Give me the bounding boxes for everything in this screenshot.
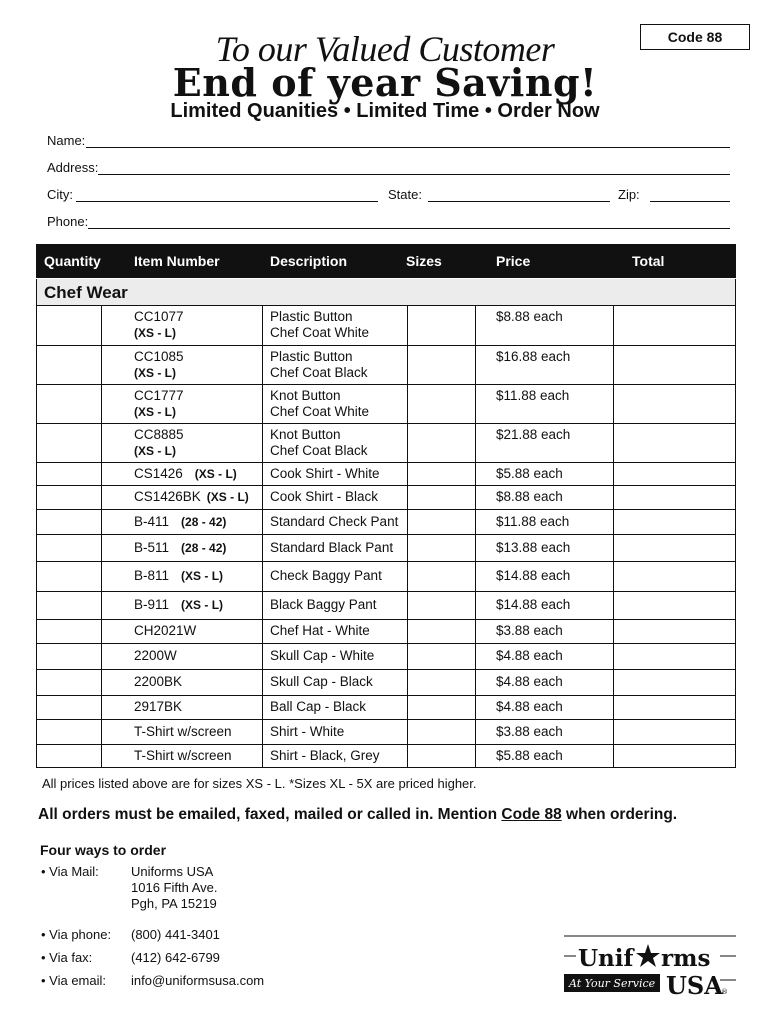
column-divider (101, 305, 102, 767)
item-description (270, 623, 370, 639)
description-line: Ball Cap - Black (270, 699, 367, 714)
item-code: CC1077 (134, 309, 184, 324)
total-input[interactable] (614, 695, 734, 719)
registered-mark: ® (721, 988, 728, 996)
description-line: Check Baggy Pant (270, 568, 382, 583)
item-description (270, 514, 398, 530)
item-price: $8.88 each (496, 489, 563, 504)
item-number (134, 674, 182, 690)
description-line: Chef Hat - White (270, 623, 370, 638)
item-size-range: (XS - L) (134, 326, 176, 340)
item-number (134, 388, 184, 420)
zip-field[interactable] (650, 187, 730, 202)
item-price: $3.88 each (496, 724, 563, 739)
item-code: B-511 (134, 540, 170, 555)
quantity-input[interactable] (37, 345, 100, 384)
item-description (270, 489, 378, 505)
address-label: Address: (47, 160, 99, 175)
fax-label: • Via fax: (41, 950, 93, 965)
sizes-input[interactable] (408, 619, 474, 643)
section-header (36, 279, 736, 306)
phone-order-label: • Via phone: (41, 927, 112, 942)
total-input[interactable] (614, 423, 734, 462)
quantity-input[interactable] (37, 619, 100, 643)
headline: End of year Saving! (172, 60, 598, 105)
fax-value: (412) 642-6799 (131, 950, 220, 965)
orders-code: Code 88 (501, 806, 562, 823)
city-label: City: (47, 187, 73, 202)
total-input[interactable] (614, 591, 734, 619)
logo-word-usa: USA (666, 971, 723, 1000)
mail-line1: Uniforms USA (131, 864, 214, 879)
item-size-range: (XS - L) (134, 366, 176, 380)
total-input[interactable] (614, 534, 734, 561)
item-price: $5.88 each (496, 748, 563, 763)
item-number (134, 748, 232, 764)
item-price: $11.88 each (496, 388, 570, 403)
item-description (270, 724, 344, 740)
item-number (134, 623, 196, 639)
quantity-input[interactable] (37, 719, 100, 744)
item-size-range: (XS - L) (206, 490, 249, 504)
description-line: Black Baggy Pant (270, 597, 377, 612)
page-title: To our Valued Customer (215, 29, 555, 69)
description-line: Standard Check Pant (270, 514, 399, 529)
total-input[interactable] (614, 643, 734, 669)
item-description (270, 466, 380, 482)
sizes-input[interactable] (408, 462, 474, 485)
description-line: Chef Coat White (270, 325, 370, 340)
logo-word-uni: Unif (578, 945, 634, 972)
sizes-input[interactable] (408, 485, 474, 509)
mail-line2: 1016 Fifth Ave. (131, 880, 218, 895)
email-label: • Via email: (41, 973, 107, 988)
description-line: Plastic Button (270, 309, 353, 324)
item-description (270, 309, 369, 341)
item-code: 2917BK (134, 699, 183, 714)
item-price: $13.88 each (496, 540, 571, 555)
item-price: $14.88 each (496, 597, 571, 612)
name-field[interactable] (86, 133, 730, 148)
sizes-input[interactable] (408, 384, 474, 423)
sizes-input[interactable] (408, 345, 474, 384)
quantity-input[interactable] (37, 591, 100, 619)
sizes-input[interactable] (408, 695, 474, 719)
quantity-input[interactable] (37, 744, 100, 767)
quantity-input[interactable] (37, 485, 100, 509)
item-size-range: (28 - 42) (181, 541, 227, 555)
email-link[interactable]: info@uniformsusa.com (131, 973, 265, 988)
item-price: $4.88 each (496, 648, 563, 663)
item-price: $8.88 each (496, 309, 563, 324)
item-number (134, 427, 184, 459)
item-price: $21.88 each (496, 427, 571, 442)
total-input[interactable] (614, 345, 734, 384)
item-description (270, 349, 368, 381)
total-input[interactable] (614, 305, 734, 345)
total-input[interactable] (614, 462, 734, 485)
code-badge: Code 88 (640, 24, 750, 50)
description-line: Chef Coat Black (270, 443, 368, 458)
quantity-input[interactable] (37, 423, 100, 462)
sizes-input[interactable] (408, 305, 474, 345)
item-price: $11.88 each (496, 514, 570, 529)
item-description (270, 427, 368, 459)
quantity-input[interactable] (37, 462, 100, 485)
sizes-input[interactable] (408, 643, 474, 669)
total-input[interactable] (614, 561, 734, 591)
description-line: Plastic Button (270, 349, 353, 364)
col-quantity: Quantity (44, 253, 101, 269)
sizes-input[interactable] (408, 509, 474, 534)
item-description (270, 674, 373, 690)
uniforms-usa-logo (560, 934, 738, 1000)
item-number (134, 309, 184, 341)
item-number (134, 489, 249, 505)
description-line: Knot Button (270, 388, 341, 403)
description-line: Standard Black Pant (270, 540, 394, 555)
item-description (270, 568, 382, 584)
sizes-input[interactable] (408, 669, 474, 695)
name-label: Name: (47, 133, 86, 148)
quantity-input[interactable] (37, 643, 100, 669)
description-line: Chef Coat White (270, 404, 370, 419)
description-line: Shirt - Black, Grey (270, 748, 380, 763)
price-note: All prices listed above are for sizes XS - L. *Sizes XL - 5X are priced higher. (42, 776, 477, 791)
order-table (36, 305, 736, 768)
zip-label: Zip: (618, 187, 640, 202)
col-sizes: Sizes (406, 253, 442, 269)
state-field[interactable] (428, 187, 610, 202)
item-code: B-811 (134, 568, 170, 583)
phone-order-link[interactable]: (800) 441-3401 (131, 927, 220, 942)
item-size-range: (XS - L) (134, 444, 176, 458)
section-title: Chef Wear (44, 283, 128, 302)
quantity-input[interactable] (37, 509, 100, 534)
logo-slogan: At Your Service (569, 977, 656, 990)
quantity-input[interactable] (37, 305, 100, 345)
description-line: Skull Cap - White (270, 648, 375, 663)
total-input[interactable] (614, 719, 734, 744)
item-code: B-911 (134, 597, 170, 612)
city-field[interactable] (76, 187, 378, 202)
item-description (270, 597, 377, 613)
description-line: Chef Coat Black (270, 365, 368, 380)
item-price: $4.88 each (496, 674, 563, 689)
state-label: State: (388, 187, 422, 202)
total-input[interactable] (614, 384, 734, 423)
description-line: Cook Shirt - Black (270, 489, 379, 504)
item-price: $16.88 each (496, 349, 571, 364)
logo-word-rms: rms (661, 945, 711, 972)
item-code: CH2021W (134, 623, 197, 638)
item-price: $4.88 each (496, 699, 563, 714)
quantity-input[interactable] (37, 561, 100, 591)
total-input[interactable] (614, 485, 734, 509)
description-line: Skull Cap - Black (270, 674, 373, 689)
item-number (134, 648, 177, 664)
total-input[interactable] (614, 509, 734, 534)
item-number (134, 540, 226, 556)
column-divider (475, 305, 476, 767)
mail-label: • Via Mail: (41, 864, 99, 879)
item-number (134, 568, 223, 584)
tagline: Limited Quanities • Limited Time • Order Now (170, 100, 600, 122)
item-price: $14.88 each (496, 568, 571, 583)
item-code: CC8885 (134, 427, 184, 442)
item-size-range: (XS - L) (194, 467, 237, 481)
orders-suffix: when ordering. (561, 806, 678, 823)
item-number (134, 699, 182, 715)
sizes-input[interactable] (408, 591, 474, 619)
table-header (36, 244, 736, 278)
quantity-input[interactable] (37, 669, 100, 695)
description-line: Shirt - White (270, 724, 345, 739)
quantity-input[interactable] (37, 384, 100, 423)
item-code: T-Shirt w/screen (134, 724, 232, 739)
item-number (134, 597, 223, 613)
total-input[interactable] (614, 619, 734, 643)
item-number (134, 514, 226, 530)
item-description (270, 648, 374, 664)
column-divider (262, 305, 263, 767)
sizes-input[interactable] (408, 534, 474, 561)
four-ways-heading: Four ways to order (40, 842, 167, 858)
item-code: CS1426BK (134, 489, 201, 504)
item-code: 2200BK (134, 674, 183, 689)
item-price: $5.88 each (496, 466, 563, 481)
item-code: CS1426 (134, 466, 183, 481)
item-size-range: (XS - L) (134, 405, 176, 419)
total-input[interactable] (614, 669, 734, 695)
col-description: Description (270, 253, 348, 269)
item-description (270, 748, 380, 764)
item-code: T-Shirt w/screen (134, 748, 232, 763)
orders-prefix: All orders must be emailed, faxed, mailed or called in. Mention (38, 806, 502, 823)
item-size-range: (28 - 42) (181, 515, 227, 529)
total-input[interactable] (614, 744, 734, 767)
star-icon (636, 944, 660, 967)
item-description (270, 699, 366, 715)
col-item-number: Item Number (134, 253, 220, 269)
sizes-input[interactable] (408, 744, 474, 767)
orders-notice (38, 806, 677, 824)
col-price: Price (496, 253, 531, 269)
item-description (270, 540, 393, 556)
quantity-input[interactable] (37, 695, 100, 719)
item-price: $3.88 each (496, 623, 563, 638)
description-line: Knot Button (270, 427, 341, 442)
item-number (134, 724, 232, 740)
item-code: B-411 (134, 514, 170, 529)
item-number (134, 349, 184, 381)
mail-line3: Pgh, PA 15219 (131, 896, 217, 911)
sizes-input[interactable] (408, 423, 474, 462)
item-size-range: (XS - L) (181, 569, 224, 583)
col-total: Total (632, 253, 665, 269)
item-code: CC1777 (134, 388, 184, 403)
sizes-input[interactable] (408, 719, 474, 744)
item-code: 2200W (134, 648, 177, 663)
sizes-input[interactable] (408, 561, 474, 591)
item-code: CC1085 (134, 349, 184, 364)
quantity-input[interactable] (37, 534, 100, 561)
description-line: Cook Shirt - White (270, 466, 380, 481)
phone-field[interactable] (88, 214, 730, 229)
address-field[interactable] (98, 160, 730, 175)
item-size-range: (XS - L) (181, 598, 224, 612)
item-description (270, 388, 369, 420)
item-number (134, 466, 237, 482)
phone-label: Phone: (47, 214, 89, 229)
